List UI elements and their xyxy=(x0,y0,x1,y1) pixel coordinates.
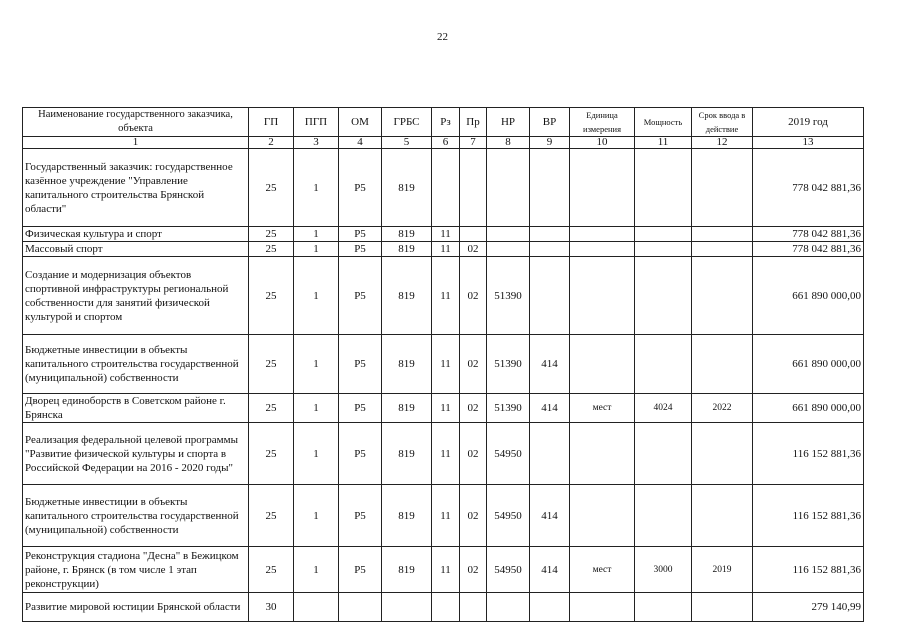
vr-cell: 414 xyxy=(530,485,570,547)
object-name-cell: Дворец единоборств в Советском районе г. Брянска xyxy=(23,394,249,423)
pgp-cell: 1 xyxy=(294,335,339,394)
amount-cell: 116 152 881,36 xyxy=(753,547,864,593)
vr-cell: 414 xyxy=(530,394,570,423)
column-number: 5 xyxy=(382,137,432,149)
pgp-cell: 1 xyxy=(294,547,339,593)
capacity-cell xyxy=(635,485,692,547)
vr-cell xyxy=(530,593,570,622)
column-number: 10 xyxy=(570,137,635,149)
header-cell: ГП xyxy=(249,108,294,137)
om-cell: Р5 xyxy=(339,335,382,394)
column-number: 6 xyxy=(432,137,460,149)
object-name-cell: Создание и модернизация объектов спортивной инфраструктуры региональной собственности для занятий физической культурой и спортом xyxy=(23,257,249,335)
pgp-cell: 1 xyxy=(294,257,339,335)
nr-cell xyxy=(487,593,530,622)
table-row xyxy=(23,242,864,257)
grbs-cell: 819 xyxy=(382,242,432,257)
table-row xyxy=(23,149,864,227)
column-number: 1 xyxy=(23,137,249,149)
header-cell: НР xyxy=(487,108,530,137)
amount-cell: 279 140,99 xyxy=(753,593,864,622)
nr-cell: 54950 xyxy=(487,547,530,593)
rz-cell: 11 xyxy=(432,227,460,242)
nr-cell: 54950 xyxy=(487,423,530,485)
object-name-cell: Бюджетные инвестиции в объекты капитального строительства государственной (муниципальной) собственности xyxy=(23,335,249,394)
rz-cell: 11 xyxy=(432,423,460,485)
amount-cell: 661 890 000,00 xyxy=(753,257,864,335)
capacity-cell xyxy=(635,149,692,227)
om-cell: Р5 xyxy=(339,423,382,485)
pr-cell: 02 xyxy=(460,257,487,335)
gp-cell: 25 xyxy=(249,149,294,227)
amount-cell: 778 042 881,36 xyxy=(753,227,864,242)
column-number: 7 xyxy=(460,137,487,149)
term-cell xyxy=(692,593,753,622)
rz-cell: 11 xyxy=(432,547,460,593)
header-cell: 2019 год xyxy=(753,108,864,137)
om-cell xyxy=(339,593,382,622)
nr-cell: 54950 xyxy=(487,485,530,547)
unit-cell xyxy=(570,257,635,335)
object-name-cell: Развитие мировой юстиции Брянской области xyxy=(23,593,249,622)
header-cell: Пр xyxy=(460,108,487,137)
pr-cell: 02 xyxy=(460,485,487,547)
object-name-cell: Массовый спорт xyxy=(23,242,249,257)
capacity-cell xyxy=(635,423,692,485)
rz-cell: 11 xyxy=(432,485,460,547)
header-cell: ГРБС xyxy=(382,108,432,137)
gp-cell: 30 xyxy=(249,593,294,622)
rz-cell xyxy=(432,149,460,227)
om-cell: Р5 xyxy=(339,547,382,593)
grbs-cell: 819 xyxy=(382,423,432,485)
unit-cell xyxy=(570,227,635,242)
rz-cell: 11 xyxy=(432,242,460,257)
pgp-cell xyxy=(294,593,339,622)
term-cell xyxy=(692,149,753,227)
capacity-cell xyxy=(635,227,692,242)
nr-cell xyxy=(487,227,530,242)
amount-cell: 116 152 881,36 xyxy=(753,423,864,485)
rz-cell: 11 xyxy=(432,394,460,423)
column-number: 2 xyxy=(249,137,294,149)
capacity-cell: 3000 xyxy=(635,547,692,593)
nr-cell: 51390 xyxy=(487,335,530,394)
object-name-cell: Физическая культура и спорт xyxy=(23,227,249,242)
term-cell: 2019 xyxy=(692,547,753,593)
rz-cell xyxy=(432,593,460,622)
rz-cell: 11 xyxy=(432,257,460,335)
table-row xyxy=(23,593,864,622)
grbs-cell xyxy=(382,593,432,622)
gp-cell: 25 xyxy=(249,423,294,485)
pr-cell xyxy=(460,227,487,242)
amount-cell: 778 042 881,36 xyxy=(753,242,864,257)
column-number: 8 xyxy=(487,137,530,149)
unit-cell: мест xyxy=(570,394,635,423)
header-cell: Мощность xyxy=(635,108,692,137)
amount-cell: 778 042 881,36 xyxy=(753,149,864,227)
unit-cell xyxy=(570,242,635,257)
nr-cell xyxy=(487,149,530,227)
nr-cell: 51390 xyxy=(487,257,530,335)
unit-cell xyxy=(570,593,635,622)
table-row xyxy=(23,257,864,335)
grbs-cell: 819 xyxy=(382,257,432,335)
om-cell: Р5 xyxy=(339,257,382,335)
pr-cell xyxy=(460,593,487,622)
vr-cell xyxy=(530,149,570,227)
nr-cell xyxy=(487,242,530,257)
vr-cell xyxy=(530,227,570,242)
pgp-cell: 1 xyxy=(294,242,339,257)
gp-cell: 25 xyxy=(249,394,294,423)
unit-cell xyxy=(570,485,635,547)
column-number: 12 xyxy=(692,137,753,149)
object-name-cell: Бюджетные инвестиции в объекты капитального строительства государственной (муниципальной) собственности xyxy=(23,485,249,547)
object-name-cell: Реализация федеральной целевой программы "Развитие физической культуры и спорта в Российской Федерации на 2016 - 2020 годы" xyxy=(23,423,249,485)
header-cell: Наименование государственного заказчика, объекта xyxy=(23,108,249,137)
vr-cell: 414 xyxy=(530,335,570,394)
table-row xyxy=(23,394,864,423)
vr-cell xyxy=(530,423,570,485)
gp-cell: 25 xyxy=(249,242,294,257)
column-number: 13 xyxy=(753,137,864,149)
amount-cell: 116 152 881,36 xyxy=(753,485,864,547)
object-name-cell: Реконструкция стадиона "Десна" в Бежицком районе, г. Брянск (в том числе 1 этап реконструкции) xyxy=(23,547,249,593)
unit-cell: мест xyxy=(570,547,635,593)
column-number: 4 xyxy=(339,137,382,149)
column-number: 11 xyxy=(635,137,692,149)
pgp-cell: 1 xyxy=(294,227,339,242)
unit-cell xyxy=(570,149,635,227)
pr-cell: 02 xyxy=(460,547,487,593)
capacity-cell xyxy=(635,242,692,257)
pr-cell: 02 xyxy=(460,242,487,257)
object-name-cell: Государственный заказчик: государственное казённое учреждение "Управление капитального строительства Брянской области" xyxy=(23,149,249,227)
pr-cell: 02 xyxy=(460,394,487,423)
gp-cell: 25 xyxy=(249,335,294,394)
amount-cell: 661 890 000,00 xyxy=(753,394,864,423)
unit-cell xyxy=(570,423,635,485)
capacity-cell xyxy=(635,335,692,394)
term-cell xyxy=(692,423,753,485)
vr-cell: 414 xyxy=(530,547,570,593)
header-cell: ОМ xyxy=(339,108,382,137)
gp-cell: 25 xyxy=(249,227,294,242)
om-cell: Р5 xyxy=(339,149,382,227)
grbs-cell: 819 xyxy=(382,547,432,593)
pgp-cell: 1 xyxy=(294,423,339,485)
header-cell: Срок ввода в действие xyxy=(692,108,753,137)
pgp-cell: 1 xyxy=(294,394,339,423)
header-cell: Рз xyxy=(432,108,460,137)
vr-cell xyxy=(530,257,570,335)
rz-cell: 11 xyxy=(432,335,460,394)
amount-cell: 661 890 000,00 xyxy=(753,335,864,394)
capacity-cell xyxy=(635,257,692,335)
unit-cell xyxy=(570,335,635,394)
pgp-cell: 1 xyxy=(294,149,339,227)
column-number-row xyxy=(23,137,864,149)
grbs-cell: 819 xyxy=(382,485,432,547)
term-cell xyxy=(692,485,753,547)
vr-cell xyxy=(530,242,570,257)
term-cell xyxy=(692,227,753,242)
om-cell: Р5 xyxy=(339,227,382,242)
pgp-cell: 1 xyxy=(294,485,339,547)
header-cell: Единица измерения xyxy=(570,108,635,137)
grbs-cell: 819 xyxy=(382,335,432,394)
column-number: 9 xyxy=(530,137,570,149)
om-cell: Р5 xyxy=(339,242,382,257)
om-cell: Р5 xyxy=(339,485,382,547)
table-row xyxy=(23,485,864,547)
gp-cell: 25 xyxy=(249,547,294,593)
header-cell: ПГП xyxy=(294,108,339,137)
column-number: 3 xyxy=(294,137,339,149)
table-header-row xyxy=(23,108,864,137)
pr-cell xyxy=(460,149,487,227)
gp-cell: 25 xyxy=(249,485,294,547)
table-row xyxy=(23,547,864,593)
grbs-cell: 819 xyxy=(382,149,432,227)
table-row xyxy=(23,227,864,242)
pr-cell: 02 xyxy=(460,335,487,394)
gp-cell: 25 xyxy=(249,257,294,335)
term-cell: 2022 xyxy=(692,394,753,423)
capacity-cell xyxy=(635,593,692,622)
om-cell: Р5 xyxy=(339,394,382,423)
page-number: 22 xyxy=(437,31,448,43)
term-cell xyxy=(692,257,753,335)
table-row xyxy=(23,423,864,485)
pr-cell: 02 xyxy=(460,423,487,485)
nr-cell: 51390 xyxy=(487,394,530,423)
header-cell: ВР xyxy=(530,108,570,137)
term-cell xyxy=(692,335,753,394)
capacity-cell: 4024 xyxy=(635,394,692,423)
term-cell xyxy=(692,242,753,257)
grbs-cell: 819 xyxy=(382,394,432,423)
table-row xyxy=(23,335,864,394)
budget-table xyxy=(22,107,864,622)
grbs-cell: 819 xyxy=(382,227,432,242)
